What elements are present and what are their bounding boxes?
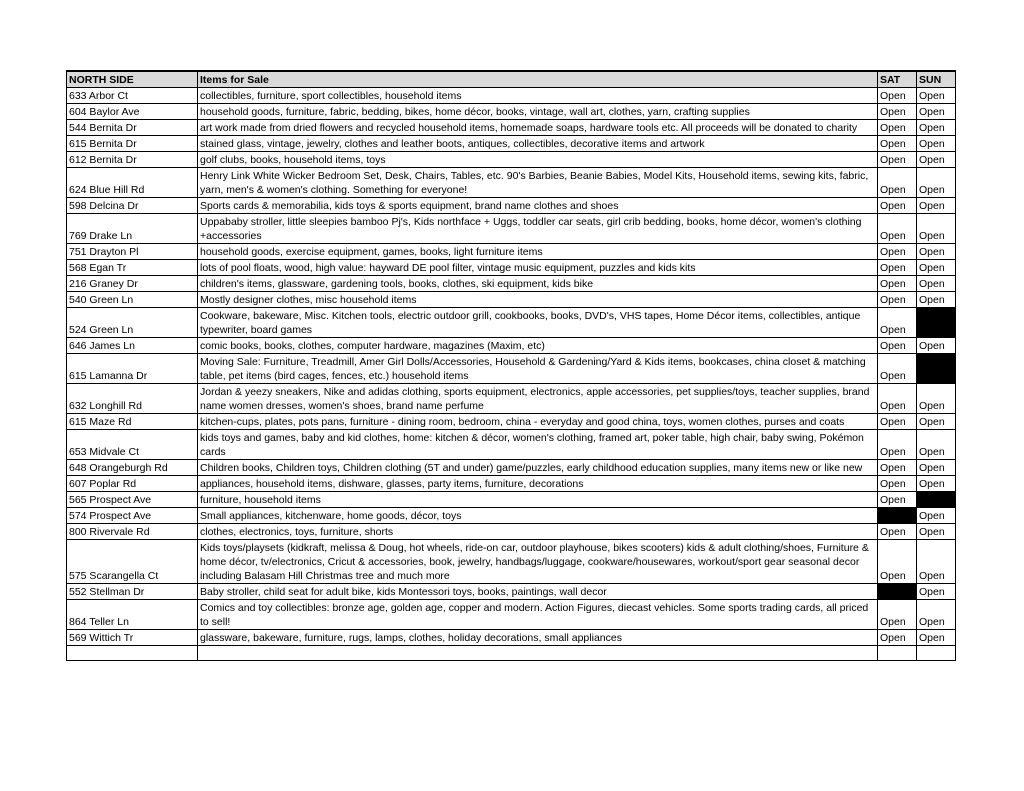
table-row — [67, 338, 956, 354]
table-row — [67, 584, 956, 600]
header-sat: SAT — [878, 71, 917, 88]
sun-cell: Open — [917, 600, 956, 630]
items-cell: Henry Link White Wicker Bedroom Set, Desk, Chairs, Tables, etc. 90's Barbies, Beanie Babies, Model Kits, Household items, sewing kits, fabric, yarn, men's & women's clothing. Something for everyone! — [198, 168, 878, 198]
sun-cell: Open — [917, 260, 956, 276]
table-row — [67, 198, 956, 214]
address-cell: 574 Prospect Ave — [67, 508, 198, 524]
address-cell: 524 Green Ln — [67, 308, 198, 338]
sun-cell: Open — [917, 414, 956, 430]
items-cell: household goods, exercise equipment, games, books, light furniture items — [198, 244, 878, 260]
table-row — [67, 244, 956, 260]
address-cell: 568 Egan Tr — [67, 260, 198, 276]
table-row — [67, 308, 956, 338]
blank-row — [67, 646, 956, 661]
items-cell: Sports cards & memorabilia, kids toys & sports equipment, brand name clothes and shoes — [198, 198, 878, 214]
sun-closed-cell — [917, 308, 956, 338]
sun-cell: Open — [917, 384, 956, 414]
table-row — [67, 120, 956, 136]
sat-cell: Open — [878, 354, 917, 384]
address-cell: 769 Drake Ln — [67, 214, 198, 244]
table-row — [67, 292, 956, 308]
items-cell: household goods, furniture, fabric, bedding, bikes, home décor, books, vintage, wall art, clothes, yarn, crafting supplies — [198, 104, 878, 120]
address-cell: 633 Arbor Ct — [67, 88, 198, 104]
sat-cell: Open — [878, 492, 917, 508]
items-cell: comic books, books, clothes, computer hardware, magazines (Maxim, etc) — [198, 338, 878, 354]
sun-cell: Open — [917, 630, 956, 646]
sat-cell: Open — [878, 88, 917, 104]
blank-cell — [67, 646, 198, 661]
table-row — [67, 384, 956, 414]
header-sun: SUN — [917, 71, 956, 88]
sun-cell: Open — [917, 292, 956, 308]
items-cell: art work made from dried flowers and recycled household items, homemade soaps, hardware tools etc. All proceeds will be donated to charity — [198, 120, 878, 136]
sat-cell: Open — [878, 384, 917, 414]
sun-cell: Open — [917, 276, 956, 292]
sat-cell: Open — [878, 276, 917, 292]
items-cell: Cookware, bakeware, Misc. Kitchen tools, electric outdoor grill, cookbooks, books, DVD's, VHS tapes, Home Décor items, collectibles, antique typewriter, board games — [198, 308, 878, 338]
address-cell: 216 Graney Dr — [67, 276, 198, 292]
sat-closed-cell — [878, 508, 917, 524]
sun-closed-cell — [917, 354, 956, 384]
sun-cell: Open — [917, 120, 956, 136]
sat-cell: Open — [878, 198, 917, 214]
table-row — [67, 600, 956, 630]
sat-cell: Open — [878, 460, 917, 476]
sun-cell: Open — [917, 460, 956, 476]
sat-cell: Open — [878, 292, 917, 308]
header-items-for-sale: Items for Sale — [198, 71, 878, 88]
sun-cell: Open — [917, 198, 956, 214]
address-cell: 615 Bernita Dr — [67, 136, 198, 152]
table-row — [67, 508, 956, 524]
sat-cell: Open — [878, 152, 917, 168]
table-row — [67, 152, 956, 168]
sat-cell: Open — [878, 630, 917, 646]
items-cell: stained glass, vintage, jewelry, clothes and leather boots, antiques, collectibles, decorative items and artwork — [198, 136, 878, 152]
table-header-row — [67, 71, 956, 88]
items-cell: Children books, Children toys, Children clothing (5T and under) game/puzzles, early childhood education supplies, many items new or like new — [198, 460, 878, 476]
address-cell: 540 Green Ln — [67, 292, 198, 308]
items-cell: Mostly designer clothes, misc household items — [198, 292, 878, 308]
sun-cell: Open — [917, 168, 956, 198]
sun-cell: Open — [917, 430, 956, 460]
sun-cell: Open — [917, 244, 956, 260]
address-cell: 646 James Ln — [67, 338, 198, 354]
table-row — [67, 540, 956, 584]
sat-cell: Open — [878, 430, 917, 460]
items-cell: children's items, glassware, gardening tools, books, clothes, ski equipment, kids bike — [198, 276, 878, 292]
table-row — [67, 104, 956, 120]
sat-cell: Open — [878, 244, 917, 260]
address-cell: 624 Blue Hill Rd — [67, 168, 198, 198]
items-cell: golf clubs, books, household items, toys — [198, 152, 878, 168]
sat-cell: Open — [878, 104, 917, 120]
sat-cell: Open — [878, 214, 917, 244]
table-row — [67, 630, 956, 646]
address-cell: 575 Scarangella Ct — [67, 540, 198, 584]
table-row — [67, 414, 956, 430]
address-cell: 653 Midvale Ct — [67, 430, 198, 460]
address-cell: 607 Poplar Rd — [67, 476, 198, 492]
address-cell: 751 Drayton Pl — [67, 244, 198, 260]
items-cell: Comics and toy collectibles: bronze age, golden age, copper and modern. Action Figures, diecast vehicles. Some sports trading cards, all priced to sell! — [198, 600, 878, 630]
items-cell: Kids toys/playsets (kidkraft, melissa & Doug, hot wheels, ride-on car, outdoor playhouse, bikes scooters) kids & adult clothing/shoes, Furniture & home décor, tv/electronics, Cricut & accessories, book, jewelry, handbags/luggage, cookware/housewares, workout/sport gear seasonal decor including Balasam Hill Christmas tree and much more — [198, 540, 878, 584]
table-body — [67, 88, 956, 661]
sat-cell: Open — [878, 168, 917, 198]
table-row — [67, 524, 956, 540]
sat-cell: Open — [878, 524, 917, 540]
items-cell: furniture, household items — [198, 492, 878, 508]
sun-cell: Open — [917, 88, 956, 104]
address-cell: 604 Baylor Ave — [67, 104, 198, 120]
sun-cell: Open — [917, 584, 956, 600]
header-north-side: NORTH SIDE — [67, 71, 198, 88]
address-cell: 552 Stellman Dr — [67, 584, 198, 600]
items-cell: appliances, household items, dishware, glasses, party items, furniture, decorations — [198, 476, 878, 492]
sun-cell: Open — [917, 338, 956, 354]
sun-closed-cell — [917, 492, 956, 508]
items-cell: glassware, bakeware, furniture, rugs, lamps, clothes, holiday decorations, small appliances — [198, 630, 878, 646]
items-cell: collectibles, furniture, sport collectibles, household items — [198, 88, 878, 104]
sat-cell: Open — [878, 308, 917, 338]
address-cell: 615 Maze Rd — [67, 414, 198, 430]
sat-cell: Open — [878, 540, 917, 584]
table-row — [67, 476, 956, 492]
blank-cell — [917, 646, 956, 661]
address-cell: 565 Prospect Ave — [67, 492, 198, 508]
items-cell: lots of pool floats, wood, high value: hayward DE pool filter, vintage music equipment, puzzles and kids kits — [198, 260, 878, 276]
address-cell: 615 Lamanna Dr — [67, 354, 198, 384]
table-row — [67, 460, 956, 476]
sun-cell: Open — [917, 214, 956, 244]
items-cell: kitchen-cups, plates, pots pans, furniture - dining room, bedroom, china - everyday and good china, toys, women clothes, purses and coats — [198, 414, 878, 430]
sat-cell: Open — [878, 260, 917, 276]
items-cell: Jordan & yeezy sneakers, Nike and adidas clothing, sports equipment, electronics, apple accessories, pet supplies/toys, teacher supplies, brand name women dresses, women's shoes, brand name perfume — [198, 384, 878, 414]
table-row — [67, 136, 956, 152]
sun-cell: Open — [917, 136, 956, 152]
sun-cell: Open — [917, 524, 956, 540]
table-row — [67, 88, 956, 104]
yard-sale-table — [66, 70, 956, 661]
blank-cell — [198, 646, 878, 661]
address-cell: 800 Rivervale Rd — [67, 524, 198, 540]
sat-closed-cell — [878, 584, 917, 600]
address-cell: 612 Bernita Dr — [67, 152, 198, 168]
sat-cell: Open — [878, 414, 917, 430]
address-cell: 632 Longhill Rd — [67, 384, 198, 414]
sun-cell: Open — [917, 476, 956, 492]
table-row — [67, 276, 956, 292]
blank-cell — [878, 646, 917, 661]
address-cell: 648 Orangeburgh Rd — [67, 460, 198, 476]
table-row — [67, 430, 956, 460]
items-cell: Baby stroller, child seat for adult bike, kids Montessori toys, books, paintings, wall decor — [198, 584, 878, 600]
items-cell: Small appliances, kitchenware, home goods, décor, toys — [198, 508, 878, 524]
items-cell: kids toys and games, baby and kid clothes, home: kitchen & décor, women's clothing, framed art, poker table, high chair, baby swing, Pokémon cards — [198, 430, 878, 460]
sat-cell: Open — [878, 120, 917, 136]
items-cell: clothes, electronics, toys, furniture, shorts — [198, 524, 878, 540]
sun-cell: Open — [917, 540, 956, 584]
sat-cell: Open — [878, 476, 917, 492]
sun-cell: Open — [917, 104, 956, 120]
sun-cell: Open — [917, 152, 956, 168]
items-cell: Moving Sale: Furniture, Treadmill, Amer Girl Dolls/Accessories, Household & Gardening/Yard & Kids items, bookcases, china closet & matching table, pet items (bird cages, fences, etc.) household items — [198, 354, 878, 384]
address-cell: 544 Bernita Dr — [67, 120, 198, 136]
table-row — [67, 492, 956, 508]
address-cell: 598 Delcina Dr — [67, 198, 198, 214]
items-cell: Uppababy stroller, little sleepies bamboo Pj's, Kids northface + Uggs, toddler car seats, girl crib bedding, books, home décor, women's clothing +accessories — [198, 214, 878, 244]
sun-cell: Open — [917, 508, 956, 524]
table-row — [67, 260, 956, 276]
sat-cell: Open — [878, 136, 917, 152]
sat-cell: Open — [878, 338, 917, 354]
address-cell: 864 Teller Ln — [67, 600, 198, 630]
sat-cell: Open — [878, 600, 917, 630]
table-row — [67, 168, 956, 198]
table-row — [67, 354, 956, 384]
table-row — [67, 214, 956, 244]
address-cell: 569 Wittich Tr — [67, 630, 198, 646]
